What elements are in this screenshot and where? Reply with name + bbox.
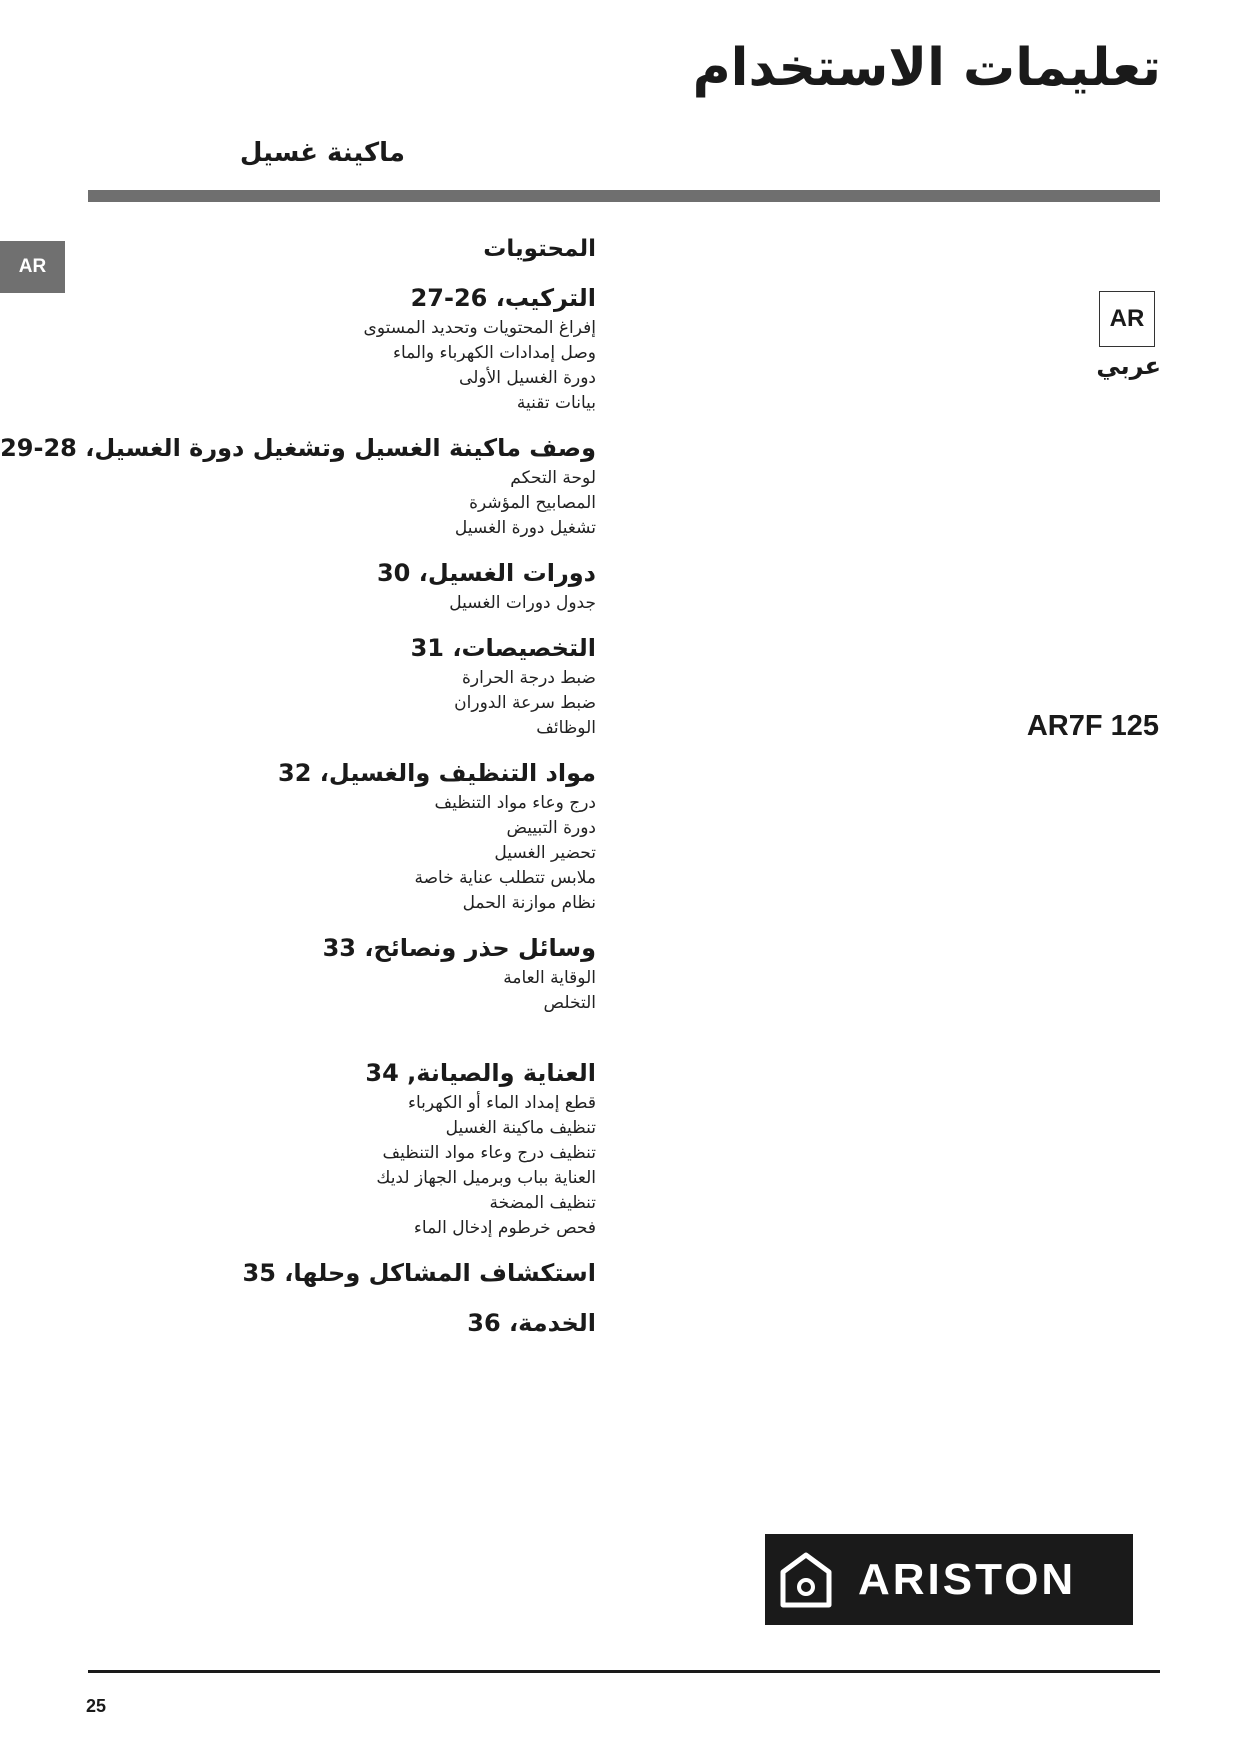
toc-item: العناية بباب وبرميل الجهاز لديك: [376, 1168, 596, 1188]
toc-section-title: وسائل حذر ونصائح، 33: [322, 934, 596, 962]
toc-section-installation: [36, 280, 596, 416]
toc-section-title: وصف ماكينة الغسيل وتشغيل دورة الغسيل، 28-29: [0, 434, 596, 462]
language-side-tab: AR: [0, 241, 65, 293]
toc-section-title: التخصيصات، 31: [410, 634, 596, 662]
toc-item: تنظيف ماكينة الغسيل: [445, 1118, 596, 1138]
toc-item: جدول دورات الغسيل: [449, 593, 596, 613]
toc-section-title: العناية والصيانة, 34: [365, 1059, 596, 1087]
toc-item: دورة التبييض: [506, 818, 596, 838]
toc-item: إفراغ المحتويات وتحديد المستوى: [363, 318, 596, 338]
model-number: AR7F 125: [1026, 710, 1159, 742]
toc-item: قطع إمداد الماء أو الكهرباء: [407, 1093, 596, 1113]
product-subtitle: ماكينة غسيل: [239, 138, 405, 168]
toc-item: الوقاية العامة: [503, 968, 596, 988]
toc-section-service: [36, 1305, 596, 1341]
language-code-box: AR: [1099, 291, 1155, 347]
toc-item: بيانات تقنية: [516, 393, 596, 413]
toc-item: الوظائف: [536, 718, 596, 738]
toc-section-title: دورات الغسيل، 30: [376, 559, 596, 587]
toc-section-title: الخدمة، 36: [467, 1309, 596, 1337]
toc-item: دورة الغسيل الأولى: [459, 368, 596, 388]
toc-section-description: [0, 430, 596, 541]
page-number: 25: [86, 1696, 107, 1716]
toc-section-precautions: [36, 930, 596, 1016]
toc-item: المصابيح المؤشرة: [469, 493, 596, 513]
toc-item: ملابس تتطلب عناية خاصة: [414, 868, 596, 888]
toc-item: تنظيف المضخة: [489, 1193, 596, 1213]
toc-item: نظام موازنة الحمل: [462, 893, 596, 913]
toc-item: التخلص: [543, 993, 596, 1013]
toc-item: تشغيل دورة الغسيل: [454, 518, 596, 538]
toc-heading: المحتويات: [483, 236, 596, 262]
toc-section-personalisation: [36, 630, 596, 741]
brand-logo: [765, 1534, 1133, 1625]
toc-section-troubleshooting: [36, 1255, 596, 1291]
brand-name: ARISTON: [858, 1554, 1077, 1604]
toc-item: ضبط سرعة الدوران: [454, 693, 596, 713]
toc-item: ضبط درجة الحرارة: [461, 668, 596, 688]
language-name: عربي: [1096, 352, 1161, 380]
toc-section-title: استكشاف المشاكل وحلها، 35: [242, 1259, 596, 1287]
house-logo-icon: [780, 1552, 832, 1608]
toc-section-detergents: [36, 755, 596, 916]
toc-item: تنظيف درج وعاء مواد التنظيف: [382, 1143, 596, 1163]
toc-section-maintenance: [36, 1055, 596, 1241]
toc-item: تحضير الغسيل: [494, 843, 596, 863]
toc-section-title: التركيب، 26-27: [410, 284, 596, 312]
toc-item: فحص خرطوم إدخال الماء: [413, 1218, 596, 1238]
toc-section-title: مواد التنظيف والغسيل، 32: [278, 759, 596, 787]
toc-section-wash-cycles: [36, 555, 596, 616]
toc-item: درج وعاء مواد التنظيف: [434, 793, 596, 813]
page-title: تعليمات الاستخدام: [692, 38, 1161, 98]
footer-divider: [88, 1670, 1160, 1673]
toc-item: وصل إمدادات الكهرباء والماء: [392, 343, 596, 363]
header-divider: [88, 190, 1160, 202]
toc-item: لوحة التحكم: [510, 468, 596, 488]
